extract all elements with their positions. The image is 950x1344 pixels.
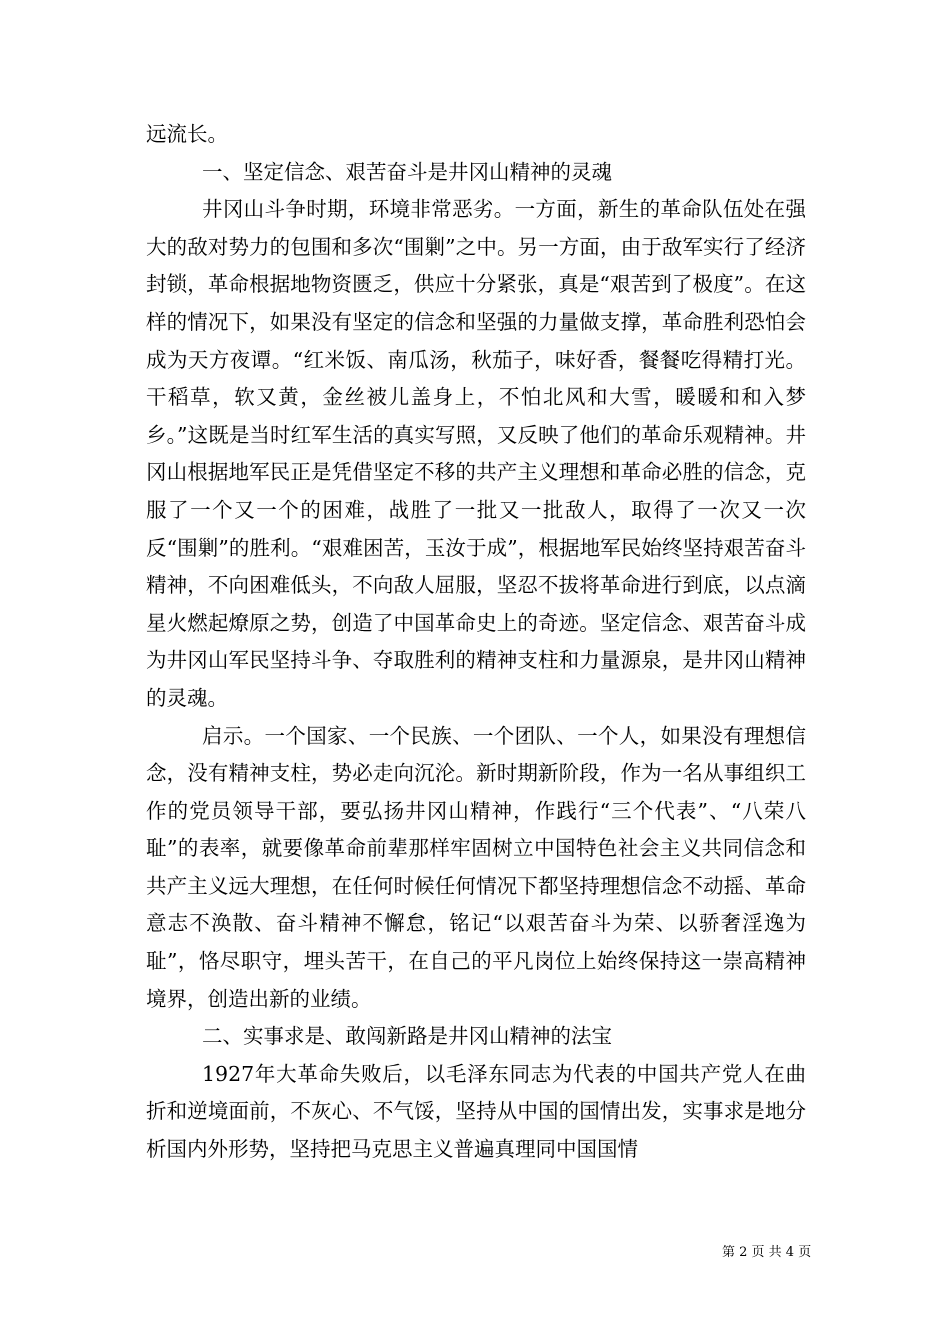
paragraph-body: 井冈山斗争时期，环境非常恶劣。一方面，新生的革命队伍处在强大的敌对势力的包围和多次“围剿”之中。另一方面，由于敌军实行了经济封锁，革命根据地物资匮乏，供应十分紧张，真是“艰苦到了极度”。在这样的情况下，如果没有坚定的信念和坚强的力量做支撑，革命胜利恐怕会成为天方夜谭。“红米饭、南瓜汤，秋茄子，味好香，餐餐吃得精打光。干稻草，软又黄，金丝被儿盖身上，不怕北风和大雪，暖暖和和入梦乡。”这既是当时红军生活的真实写照，又反映了他们的革命乐观精神。井冈山根据地军民正是凭借坚定不移的共产主义理想和革命必胜的信念，克服了一个又一个的困难，战胜了一批又一批敌人，取得了一次又一次反“围剿”的胜利。“艰难困苦，玉汝于成”，根据地军民始终坚持艰苦奋斗精神，不向困难低头，不向敌人屈服，坚忍不拔将革命进行到底，以点滴星火燃起燎原之势，创造了中国革命史上的奇迹。坚定信念、艰苦奋斗成为井冈山军民坚持斗争、夺取胜利的精神支柱和力量源泉，是井冈山精神的灵魂。 [146,197,806,710]
section-heading-2: 二、实事求是、敢闯新路是井冈山精神的法宝 [202,1024,612,1049]
paragraph-continuation: 远流长。 [146,122,228,146]
paragraph-body: 1927年大革命失败后，以毛泽东同志为代表的中国共产党人在曲折和逆境面前，不灰心、不气馁，坚持从中国的国情出发，实事求是地分析国内外形势，坚持把马克思主义普遍真理同中国国情 [146,1061,806,1162]
paragraph-inspiration: 启示。一个国家、一个民族、一个团队、一个人，如果没有理想信念，没有精神支柱，势必走向沉沦。新时期新阶段，作为一名从事组织工作的党员领导干部，要弘扬井冈山精神，作践行“三个代表”、“八荣八耻”的表率，就要像革命前辈那样牢固树立中国特色社会主义共同信念和共产主义远大理想，在任何时候任何情况下都坚持理想信念不动摇、革命意志不涣散、奋斗精神不懈怠，铭记“以艰苦奋斗为荣、以骄奢淫逸为耻”，恪尽职守，埋头苦干，在自己的平凡岗位上始终保持这一崇高精神境界，创造出新的业绩。 [146,723,806,1011]
document-body [146,116,806,1169]
section-heading-1: 一、坚定信念、艰苦奋斗是井冈山精神的灵魂 [202,159,612,184]
page-number: 第 2 页 共 4 页 [722,1245,812,1260]
